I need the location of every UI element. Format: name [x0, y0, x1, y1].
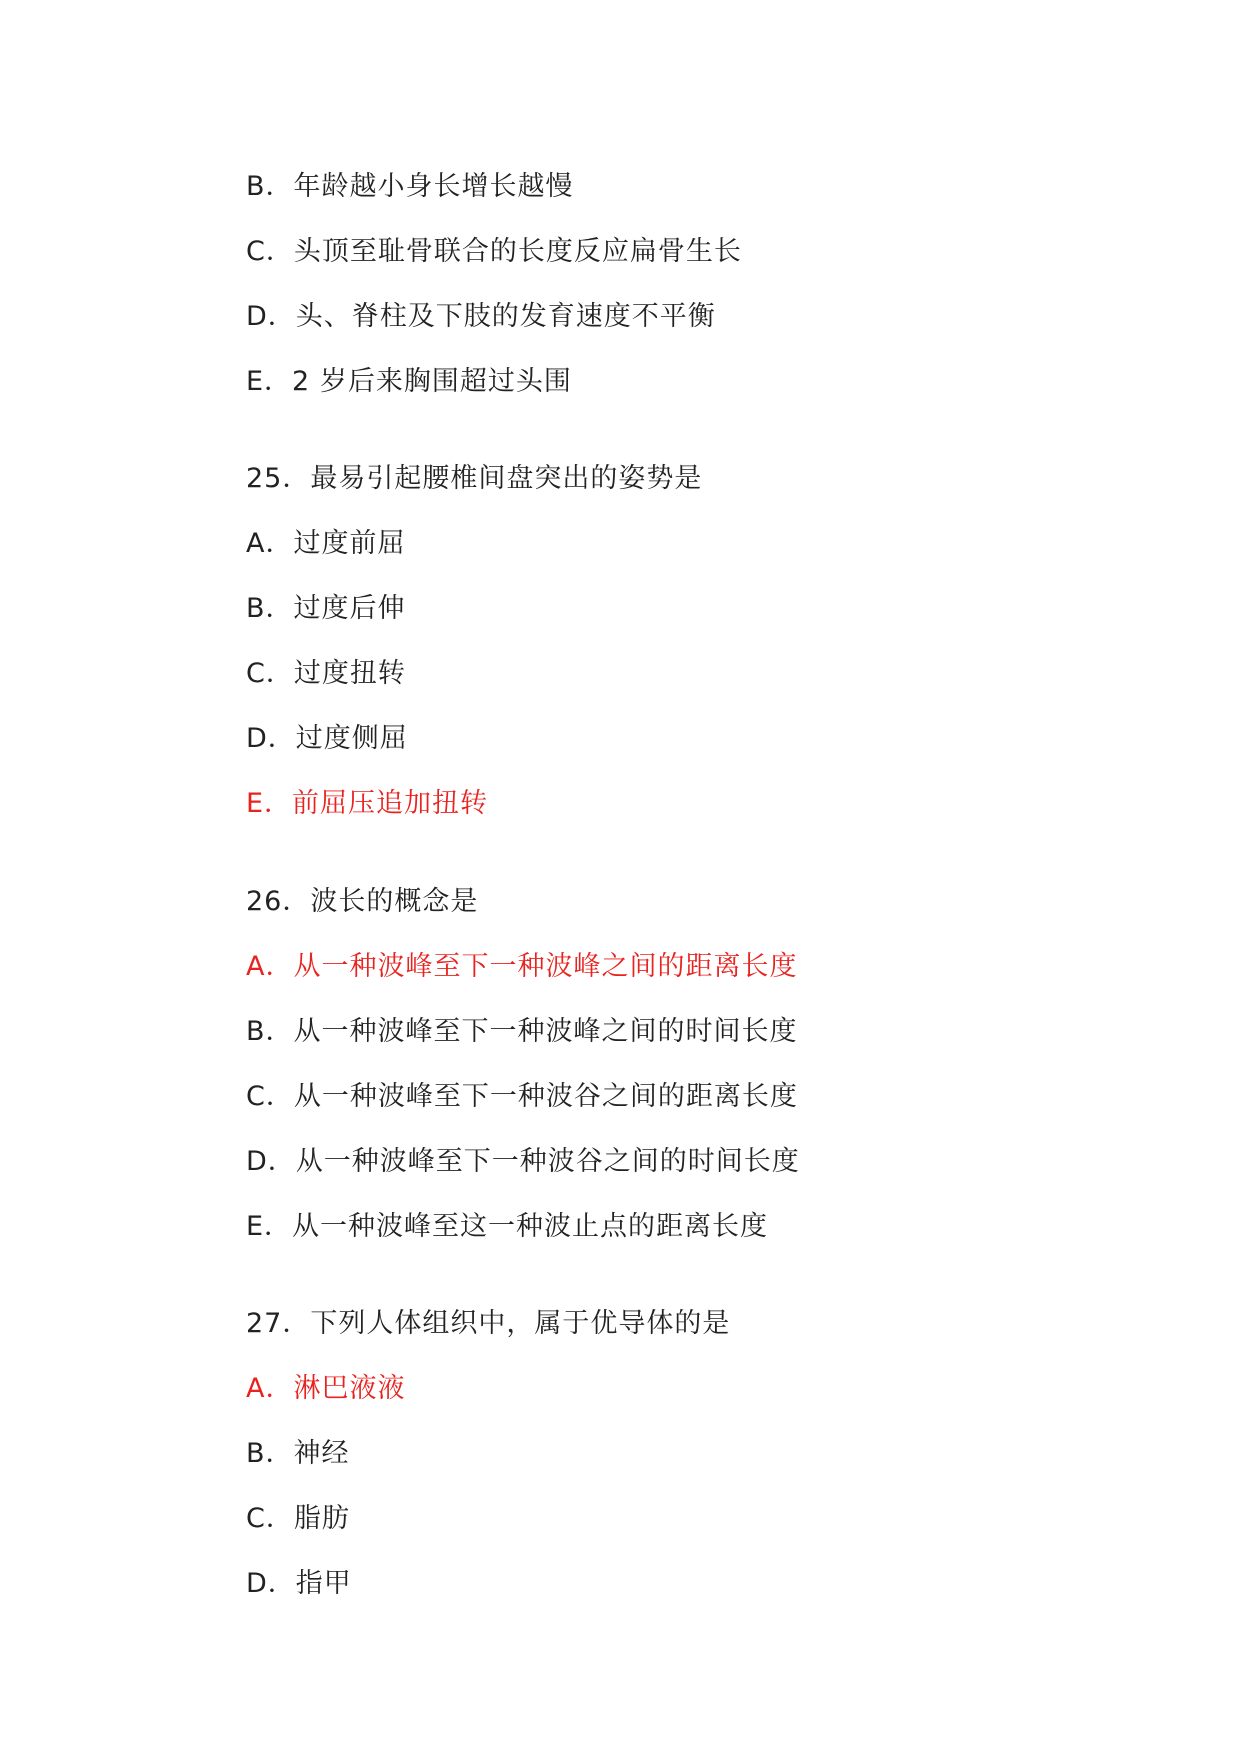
q26-option-d: D．从一种波峰至下一种波谷之间的时间长度	[246, 1146, 800, 1177]
q24-option-c: C．头顶至耻骨联合的长度反应扁骨生长	[246, 236, 742, 267]
q24-option-e: E．2 岁后来胸围超过头围	[246, 366, 572, 397]
q27-option-d: D．指甲	[246, 1568, 352, 1599]
q25-option-a: A．过度前屈	[246, 528, 406, 559]
q26-option-a-answer: A．从一种波峰至下一种波峰之间的距离长度	[246, 951, 798, 982]
q27-question: 27．下列人体组织中，属于优导体的是	[246, 1308, 731, 1339]
q25-option-c: C．过度扭转	[246, 658, 406, 689]
q24-option-d: D．头、脊柱及下肢的发育速度不平衡	[246, 301, 716, 332]
q26-option-b: B．从一种波峰至下一种波峰之间的时间长度	[246, 1016, 798, 1047]
q26-option-c: C．从一种波峰至下一种波谷之间的距离长度	[246, 1081, 798, 1112]
q25-option-e-answer: E．前屈压追加扭转	[246, 788, 489, 819]
q26-question: 26．波长的概念是	[246, 886, 479, 917]
q25-question: 25．最易引起腰椎间盘突出的姿势是	[246, 463, 703, 494]
q25-option-d: D．过度侧屈	[246, 723, 408, 754]
q25-option-b: B．过度后伸	[246, 593, 406, 624]
q24-option-b: B．年龄越小身长增长越慢	[246, 171, 574, 202]
q26-option-e: E．从一种波峰至这一种波止点的距离长度	[246, 1211, 769, 1242]
q27-option-c: C．脂肪	[246, 1503, 350, 1534]
q27-option-a-answer: A．淋巴液液	[246, 1373, 406, 1404]
q27-option-b: B．神经	[246, 1438, 350, 1469]
